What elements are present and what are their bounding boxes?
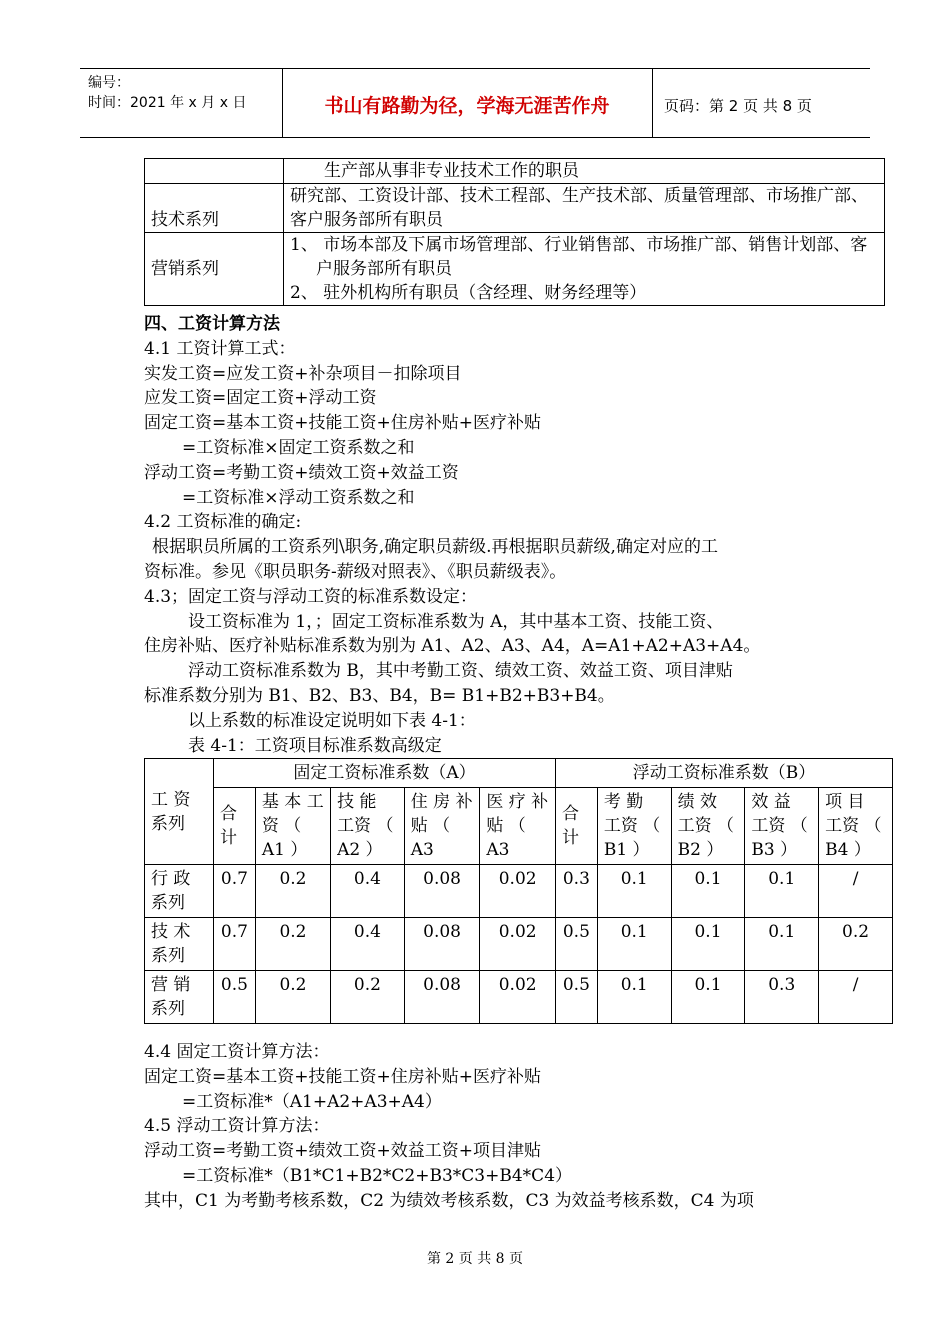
- section-heading: 四、工资计算方法: [144, 314, 280, 334]
- table-cell: 0.5: [555, 918, 597, 971]
- paragraph-line: 根据职员所属的工资系列\职务,确定职员薪级.再根据职员薪级,确定对应的工: [152, 537, 718, 558]
- column-header: 绩 效 工资 （ B2 ）: [671, 788, 745, 865]
- paragraph-line: 住房补贴、医疗补贴标准系数为别为 A1、A2、A3、A4，A=A1+A2+A3+A4。: [144, 636, 761, 657]
- column-header: 合计: [555, 788, 597, 865]
- subsection-heading: 4.5 浮动工资计算方法：: [144, 1116, 330, 1137]
- formula-line: =工资标准*（A1+A2+A3+A4）: [182, 1091, 442, 1112]
- corner-header: 工 资系列: [145, 759, 214, 865]
- table-cell: 0.7: [214, 918, 256, 971]
- table-cell: [284, 233, 885, 306]
- column-header: 考 勤 工资 （ B1 ）: [597, 788, 671, 865]
- column-header: 效 益 工资 （ B3 ）: [745, 788, 819, 865]
- column-header: 医 疗 补贴 （ A3: [480, 788, 556, 865]
- table-cell: 0.2: [255, 918, 330, 971]
- header-meta: [88, 73, 246, 113]
- row-label: 营 销 系列: [145, 971, 214, 1024]
- table-cell: 0.1: [671, 971, 745, 1024]
- table-row: [145, 865, 893, 918]
- coefficient-table: [144, 758, 893, 1024]
- header-page-info: 页码：第 2 页 共 8 页: [664, 97, 812, 115]
- table-cell: 0.02: [480, 865, 556, 918]
- list-item: 2、 驻外机构所有职员（含经理、财务经理等）: [290, 283, 647, 303]
- table-header-row: [145, 788, 893, 865]
- date-label: 时间：2021 年 x 月 x 日: [88, 95, 247, 111]
- formula-line: =工资标准*（B1*C1+B2*C2+B3*C3+B4*C4）: [182, 1165, 573, 1186]
- list-item: 1、 市场本部及下属市场管理部、行业销售部、市场推广部、销售计划部、客户服务部所有职员: [290, 235, 868, 279]
- table-cell: 0.1: [597, 971, 671, 1024]
- paragraph-line: 标准系数分别为 B1、B2、B3、B4，B= B1+B2+B3+B4。: [144, 685, 615, 706]
- table-row: [145, 918, 893, 971]
- table-cell: 0.1: [597, 918, 671, 971]
- formula-line: 浮动工资=考勤工资+绩效工资+效益工资: [144, 462, 459, 483]
- header-divider: [652, 69, 653, 137]
- table-cell: 0.08: [404, 865, 480, 918]
- group-header-b: 浮动工资标准系数（B）: [555, 759, 892, 788]
- table-cell: 研究部、工资设计部、技术工程部、生产技术部、质量管理部、市场推广部、客户服务部所有职员: [284, 184, 885, 233]
- table-cell: 0.1: [597, 865, 671, 918]
- staff-category-table: [144, 158, 885, 306]
- table-cell: 0.08: [404, 971, 480, 1024]
- header-motto: 书山有路勤为径，学海无涯苦作舟: [324, 95, 610, 117]
- formula-line: 固定工资=基本工资+技能工资+住房补贴+医疗补贴: [144, 1066, 541, 1087]
- table-cell: 0.2: [255, 865, 330, 918]
- paragraph-line: 资标准。参见《职员职务-薪级对照表》、《职员薪级表》。: [144, 561, 567, 582]
- table-cell: 0.4: [331, 865, 405, 918]
- page-header: [80, 68, 870, 138]
- row-label: 行 政 系列: [145, 865, 214, 918]
- page-footer: 第 2 页 共 8 页: [426, 1251, 524, 1267]
- table-cell: 0.08: [404, 918, 480, 971]
- table-caption: 表 4-1：工资项目标准系数高级定: [188, 735, 442, 756]
- paragraph-line: 以上系数的标准设定说明如下表 4-1：: [188, 710, 476, 731]
- table-cell: 0.1: [671, 918, 745, 971]
- subsection-heading: 4.4 固定工资计算方法：: [144, 1042, 330, 1062]
- column-header: 合计: [214, 788, 256, 865]
- table-cell: 0.2: [331, 971, 405, 1024]
- row-label: 技 术 系列: [145, 918, 214, 971]
- formula-line: 实发工资=应发工资+补杂项目－扣除项目: [144, 363, 462, 384]
- subsection-heading: 4.1 工资计算工式：: [144, 338, 296, 359]
- table-row: [145, 159, 885, 184]
- table-cell: [145, 159, 284, 184]
- formula-line: =工资标准×固定工资系数之和: [182, 437, 415, 458]
- formula-line: 固定工资=基本工资+技能工资+住房补贴+医疗补贴: [144, 413, 541, 434]
- table-cell: /: [819, 971, 893, 1024]
- table-row: [145, 233, 885, 306]
- serial-label: 编号：: [88, 75, 130, 91]
- table-cell: 0.7: [214, 865, 256, 918]
- category-label: 营销系列: [145, 233, 284, 306]
- column-header: 基 本 工 资 （ A1 ）: [255, 788, 330, 865]
- table-cell: 0.3: [745, 971, 819, 1024]
- table-cell: 0.3: [555, 865, 597, 918]
- table-cell: 0.5: [214, 971, 256, 1024]
- table-cell: 0.5: [555, 971, 597, 1024]
- formula-line: =工资标准×浮动工资系数之和: [182, 487, 415, 508]
- table-cell: 0.1: [745, 865, 819, 918]
- table-row: [145, 184, 885, 233]
- table-cell: 0.2: [255, 971, 330, 1024]
- category-label: 技术系列: [145, 184, 284, 233]
- formula-line: 浮动工资=考勤工资+绩效工资+效益工资+项目津贴: [144, 1141, 541, 1162]
- table-cell: 生产部从事非专业技术工作的职员: [284, 159, 885, 184]
- table-cell: 0.1: [745, 918, 819, 971]
- column-header: 技 能 工资 （ A2 ）: [331, 788, 405, 865]
- subsection-heading: 4.2 工资标准的确定:: [144, 512, 302, 533]
- column-header: 住 房 补贴 （ A3: [404, 788, 480, 865]
- table-cell: 0.1: [671, 865, 745, 918]
- group-header-a: 固定工资标准系数（A）: [214, 759, 556, 788]
- column-header: 项 目 工资 （ B4 ）: [819, 788, 893, 865]
- table-header-row: [145, 759, 893, 788]
- paragraph-line: 设工资标准为 1，；固定工资标准系数为 A，其中基本工资、技能工资、: [188, 611, 724, 632]
- table-cell: 0.4: [331, 918, 405, 971]
- paragraph-line: 其中，C1 为考勤考核系数，C2 为绩效考核系数，C3 为效益考核系数，C4 为项: [144, 1190, 754, 1211]
- table-cell: /: [819, 865, 893, 918]
- paragraph-line: 浮动工资标准系数为 B，其中考勤工资、绩效工资、效益工资、项目津贴: [188, 661, 733, 682]
- subsection-heading: 4.3；固定工资与浮动工资的标准系数设定：: [144, 586, 478, 607]
- body-text: [144, 312, 886, 758]
- body-text-continued: [144, 1040, 886, 1214]
- table-cell: 0.02: [480, 971, 556, 1024]
- table-cell: 0.2: [819, 918, 893, 971]
- table-cell: 0.02: [480, 918, 556, 971]
- formula-line: 应发工资=固定工资+浮动工资: [144, 388, 377, 409]
- table-row: [145, 971, 893, 1024]
